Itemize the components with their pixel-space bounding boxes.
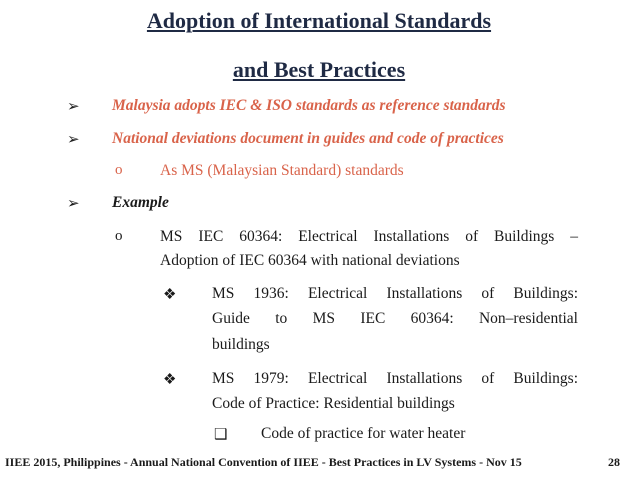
footer-text: IIEE 2015, Philippines - Annual National Convention of IIEE - Best Practices in LV Systems - Nov 15	[5, 455, 522, 469]
arrow-bullet-icon: ➢	[67, 99, 80, 115]
ms-1979-line2: Code of Practice: Residential buildings	[212, 395, 455, 412]
ms-1936-line3: buildings	[212, 336, 270, 353]
bullet-national-deviations: National deviations document in guides and code of practices	[112, 130, 504, 147]
example-ms-iec-60364-line2: Adoption of IEC 60364 with national deviations	[160, 252, 460, 269]
slide-footer	[5, 455, 620, 470]
diamond-bullet-icon: ❖	[163, 287, 177, 303]
page-number: 28	[608, 455, 620, 469]
diamond-bullet-icon: ❖	[163, 372, 177, 388]
bullet-example: Example	[112, 194, 169, 211]
slide-title-line1: Adoption of International Standards	[146, 8, 492, 33]
box-bullet-icon: ❑	[214, 427, 228, 443]
arrow-bullet-icon: ➢	[67, 132, 80, 148]
sub-bullet-ms-standards: As MS (Malaysian Standard) standards	[160, 162, 404, 179]
arrow-bullet-icon: ➢	[67, 196, 80, 212]
circle-bullet-icon: o	[115, 228, 123, 244]
water-heater-item: Code of practice for water heater	[261, 425, 466, 442]
example-ms-iec-60364-line1: MS IEC 60364: Electrical Installations of Buildings –	[160, 228, 578, 245]
circle-bullet-icon: o	[115, 162, 123, 178]
bullet-malaysia-adopts: Malaysia adopts IEC & ISO standards as reference standards	[112, 97, 506, 114]
ms-1936-line1: MS 1936: Electrical Installations of Buildings:	[212, 285, 578, 302]
ms-1979-line1: MS 1979: Electrical Installations of Buildings:	[212, 370, 578, 387]
slide-title-line2: and Best Practices	[232, 57, 406, 82]
ms-1936-line2: Guide to MS IEC 60364: Non–residential	[212, 310, 578, 327]
